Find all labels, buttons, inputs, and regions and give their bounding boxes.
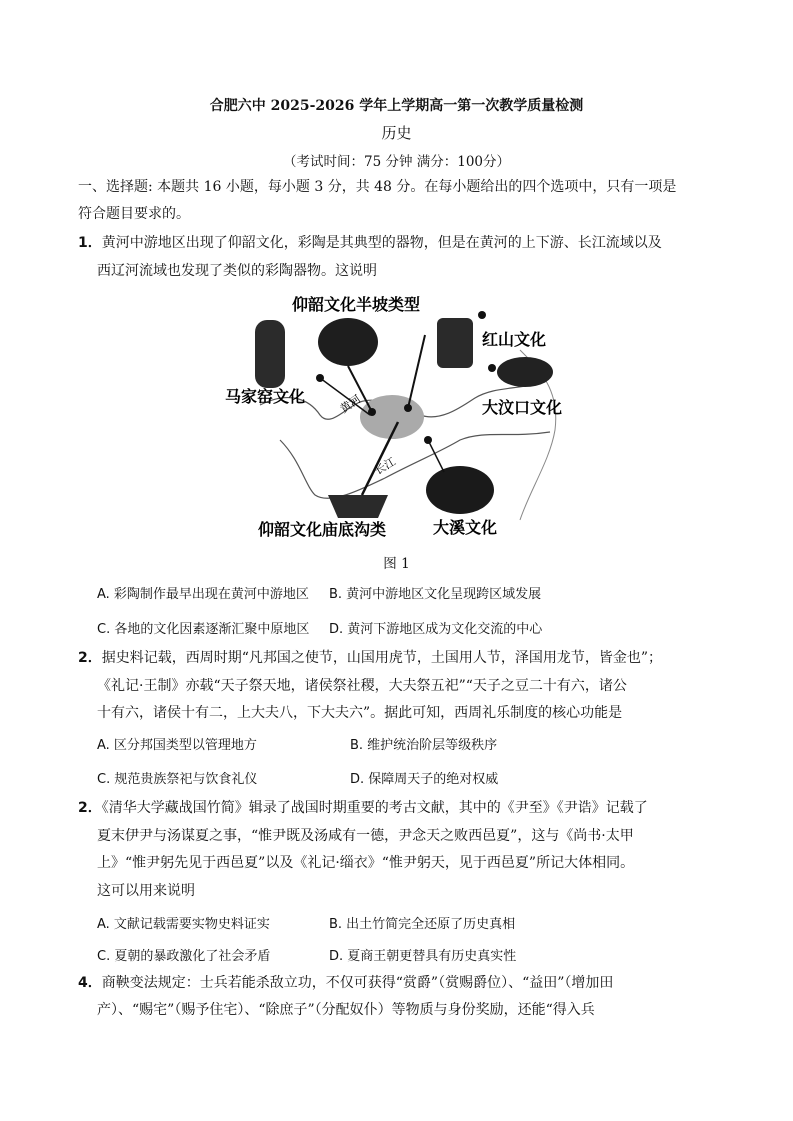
q3-option-a[interactable]: A. 文献记载需要实物史料证实 <box>97 917 270 932</box>
dawenkou-bowl-icon <box>497 357 553 387</box>
exam-title: 合肥六中 2025-2026 学年上学期高一第一次教学质量检测 <box>209 98 584 114</box>
figure-caption: 图 1 <box>383 556 410 572</box>
q3-text-line1 <box>78 798 648 818</box>
q2-line1: 据史料记载，西周时期“凡邦国之使节，山国用虎节，土国用人节，泽国用龙节，皆金也”； <box>101 650 663 666</box>
q3-option-b[interactable]: B. 出土竹简完全还原了历史真相 <box>329 917 516 932</box>
q1-option-d[interactable]: D. 黄河下游地区成为文化交流的中心 <box>329 622 543 637</box>
q4-text-line2: 产）、“赐宅”（赐予住宅）、“除庶子”（分配奴仆）等物质与身份奖励，还能“得入兵 <box>97 1002 595 1018</box>
changjiang-river <box>280 432 550 498</box>
q4-line1: 商鞅变法规定：士兵若能杀敌立功，不仅可获得“赏爵”（赏赐爵位）、“益田”（增加田 <box>101 975 614 991</box>
q3-text-line4: 这可以用来说明 <box>97 883 195 899</box>
section-heading-line1: 一、选择题: 本题共 16 小题，每小题 3 分，共 48 分。在每小题给出的四个选项中，只有一项是 <box>78 179 677 195</box>
q1-text-line1 <box>78 233 662 253</box>
label-changjiang: 长江 <box>372 455 398 478</box>
exam-info: （考试时间：75 分钟 满分：100分） <box>282 154 511 170</box>
daxi-pot-icon <box>426 466 494 514</box>
q2-text-line3: 十有六，诸侯十有二，上大夫八，下大夫六”。据此可知，西周礼乐制度的核心功能是 <box>97 705 623 721</box>
miaodigou-bowl-icon <box>328 495 388 518</box>
q2-text-line1 <box>78 648 662 668</box>
label-daxi: 大溪文化 <box>433 518 498 537</box>
label-huanghe: 黄河 <box>337 392 364 416</box>
culture-map-figure <box>220 290 580 545</box>
q1-option-a[interactable]: A. 彩陶制作最早出现在黄河中游地区 <box>97 587 309 602</box>
q4-text-line1 <box>78 973 613 993</box>
hongshan-jar-icon <box>437 318 473 368</box>
q2-number: 2． <box>78 650 102 666</box>
q3-line1: 《清华大学藏战国竹简》辑录了战国时期重要的考古文献，其中的《尹至》《尹诰》记载了 <box>101 800 648 816</box>
label-majiayao: 马家窑文化 <box>225 387 306 406</box>
label-hongshan: 红山文化 <box>482 330 547 349</box>
section-heading-line2: 符合题目要求的。 <box>78 206 190 222</box>
label-miaodigou: 仰韶文化庙底沟类 <box>258 520 387 539</box>
q2-option-d[interactable]: D. 保障周天子的绝对权威 <box>350 772 499 787</box>
q3-text-line2: 夏末伊尹与汤谋夏之事，“惟尹既及汤咸有一德，尹念天之败西邑夏”，这与《尚书·太甲 <box>97 828 634 844</box>
q1-option-b[interactable]: B. 黄河中游地区文化呈现跨区域发展 <box>329 587 542 602</box>
q2-option-a[interactable]: A. 区分邦国类型以管理地方 <box>97 738 257 753</box>
q3-text-line3: 上》“惟尹躬先见于西邑夏”以及《礼记·缁衣》“惟尹躬天，见于西邑夏”所记大体相同。 <box>97 855 635 871</box>
q2-text-line2: 《礼记·王制》亦载“天子祭天地，诸侯祭社稷，大夫祭五祀”“天子之豆二十有六，诸公 <box>97 678 627 694</box>
q3-option-c[interactable]: C. 夏朝的暴政激化了社会矛盾 <box>97 949 271 964</box>
q1-option-c[interactable]: C. 各地的文化因素逐渐汇聚中原地区 <box>97 622 310 637</box>
banpo-bowl-icon <box>318 318 378 366</box>
majiayao-pot-icon <box>255 320 285 388</box>
label-banpo: 仰韶文化半坡类型 <box>292 295 421 314</box>
q2-option-b[interactable]: B. 维护统治阶层等级秩序 <box>350 738 498 753</box>
q1-number: 1． <box>78 235 102 251</box>
label-dawenkou: 大汶口文化 <box>482 398 563 417</box>
q2-option-c[interactable]: C. 规范贵族祭祀与饮食礼仪 <box>97 772 258 787</box>
q3-number: 2． <box>78 800 102 816</box>
q1-text-line2: 西辽河流域也发现了类似的彩陶器物。这说明 <box>97 263 377 279</box>
q1-line1: 黄河中游地区出现了仰韶文化，彩陶是其典型的器物，但是在黄河的上下游、长江流域以及 <box>101 235 662 251</box>
q3-option-d[interactable]: D. 夏商王朝更替具有历史真实性 <box>329 949 517 964</box>
q4-number: 4． <box>78 975 102 991</box>
subject-title: 历史 <box>381 124 412 142</box>
